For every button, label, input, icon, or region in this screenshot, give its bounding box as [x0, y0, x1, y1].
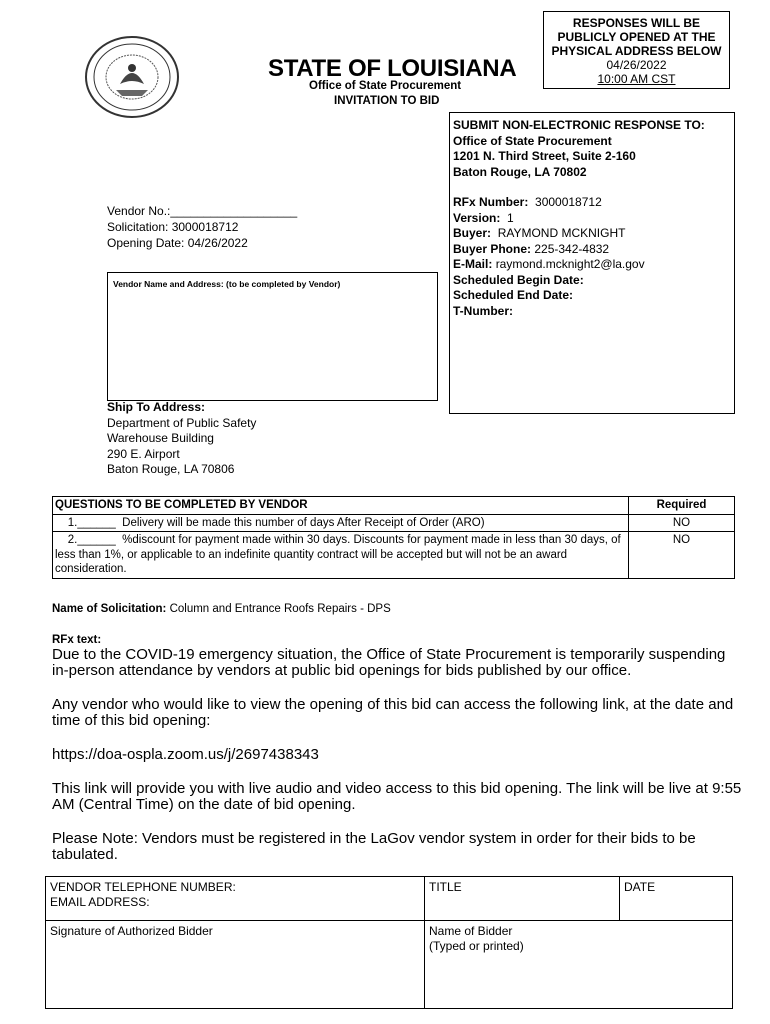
date-label: DATE: [624, 880, 656, 894]
version-row: [453, 211, 734, 227]
vendor-name-address-box[interactable]: [107, 272, 438, 401]
solicitation-name-value: Column and Entrance Roofs Repairs - DPS: [169, 603, 391, 615]
table-row: [53, 514, 735, 532]
submit-heading: SUBMIT NON-ELECTRONIC RESPONSE TO:: [453, 118, 705, 132]
signature-cell[interactable]: [46, 921, 425, 1009]
email-value: raymond.mcknight2@la.gov: [495, 257, 645, 271]
question-2-text: 2.______ %discount for payment made within 30 days. Discounts for payment made in less than 30 days, of less than 1%, or applicable to an indefinite quantity contract will be accepted but will not be an award consideration.: [53, 532, 629, 579]
version-value: 1: [507, 210, 514, 225]
bidder-name-cell[interactable]: [425, 921, 733, 1009]
scheduled-end-label: Scheduled End Date:: [453, 288, 574, 302]
email-row: [453, 257, 734, 273]
signature-label: Signature of Authorized Bidder: [50, 924, 213, 938]
page-title: STATE OF LOUISIANA: [268, 55, 517, 82]
public-opening-notice: [543, 11, 730, 89]
ship-line-4: Baton Rouge, LA 70806: [107, 462, 235, 476]
title-label: TITLE: [429, 880, 462, 894]
date-cell[interactable]: [620, 877, 733, 921]
question-1-required: NO: [629, 514, 735, 532]
notice-line-3: PHYSICAL ADDRESS BELOW: [551, 44, 722, 58]
submit-address-line-1: Office of State Procurement: [453, 133, 612, 148]
rfx-paragraph-5: Please Note: Vendors must be registered in the LaGov vendor system in order for their bids to be tabulated.: [52, 830, 696, 863]
table-header-row: [53, 497, 735, 515]
rfx-number-label: RFx Number:: [453, 195, 529, 209]
solicitation-name: [52, 603, 391, 615]
rfx-number-value: 3000018712: [535, 195, 602, 209]
required-heading: Required: [629, 497, 735, 515]
rfx-paragraph-1: Due to the COVID-19 emergency situation, the Office of State Procurement is temporarily suspending in-person attendance by vendors at public bid openings for bids published by our office.: [52, 646, 726, 679]
rfx-text-label: RFx text:: [52, 634, 102, 646]
ship-line-1: Department of Public Safety: [107, 415, 257, 430]
signature-table: [45, 876, 733, 1009]
vendor-info: [107, 203, 297, 251]
table-row: [53, 532, 735, 579]
solicitation-name-label: Name of Solicitation:: [52, 603, 167, 615]
questions-heading: QUESTIONS TO BE COMPLETED BY VENDOR: [53, 497, 629, 515]
notice-line-2: PUBLICLY OPENED AT THE: [557, 30, 716, 44]
rfx-number-row: [453, 195, 734, 211]
vendor-contact-cell[interactable]: [46, 877, 425, 921]
bidder-name-label: Name of Bidder: [429, 924, 513, 938]
bidder-name-sublabel: (Typed or printed): [429, 939, 524, 953]
vendor-telephone-label: VENDOR TELEPHONE NUMBER:: [50, 880, 236, 894]
email-address-label: EMAIL ADDRESS:: [50, 895, 150, 909]
table-row: [46, 877, 733, 921]
rfx-paragraph-4: This link will provide you with live audio and video access to this bid opening. The link will be live at 9:55 AM (Central Time) on the date of bid opening.: [52, 780, 742, 813]
rfx-paragraph-2: Any vendor who would like to view the opening of this bid can access the following link, at the date and time of this bid opening:: [52, 696, 734, 729]
submit-address-line-3: Baton Rouge, LA 70802: [453, 164, 587, 179]
buyer-phone-row: [453, 242, 734, 258]
buyer-phone-value: 225-342-4832: [534, 241, 610, 256]
rfx-text-body: [52, 647, 742, 881]
buyer-value: RAYMOND MCKNIGHT: [497, 226, 626, 240]
notice-line-1: RESPONSES WILL BE: [572, 16, 701, 30]
vendor-number: Vendor No.:___________________: [107, 204, 298, 218]
zoom-link[interactable]: https://doa-ospla.zoom.us/j/2697438343: [52, 746, 319, 763]
ship-line-3: 290 E. Airport: [107, 446, 180, 461]
ship-to-heading: Ship To Address:: [107, 400, 206, 414]
opening-date: Opening Date: 04/26/2022: [107, 236, 248, 250]
buyer-row: [453, 226, 734, 242]
vendor-questions-table: [52, 496, 735, 579]
scheduled-begin-label: Scheduled Begin Date:: [453, 272, 584, 287]
document-type: INVITATION TO BID: [334, 95, 440, 107]
title-cell[interactable]: [425, 877, 620, 921]
submit-response-box: [449, 112, 735, 414]
t-number-label: T-Number:: [453, 303, 513, 318]
state-seal: [82, 34, 182, 120]
ship-to-address: [107, 400, 256, 478]
submit-address-line-2: 1201 N. Third Street, Suite 2-160: [453, 149, 636, 163]
table-row: [46, 921, 733, 1009]
office-name: Office of State Procurement: [309, 80, 462, 92]
ship-line-2: Warehouse Building: [107, 431, 214, 445]
question-2-required: NO: [629, 532, 735, 579]
solicitation-number: Solicitation: 3000018712: [107, 220, 239, 234]
email-label: E-Mail:: [453, 257, 493, 271]
version-label: Version:: [453, 210, 501, 225]
notice-time: 10:00 AM CST: [597, 72, 676, 86]
notice-date: 04/26/2022: [606, 58, 667, 72]
buyer-phone-label: Buyer Phone:: [453, 241, 532, 256]
vendor-box-label: Vendor Name and Address: (to be completed by Vendor): [113, 279, 341, 289]
question-1-text: 1.______ Delivery will be made this number of days After Receipt of Order (ARO): [53, 514, 629, 532]
buyer-label: Buyer:: [453, 226, 492, 240]
